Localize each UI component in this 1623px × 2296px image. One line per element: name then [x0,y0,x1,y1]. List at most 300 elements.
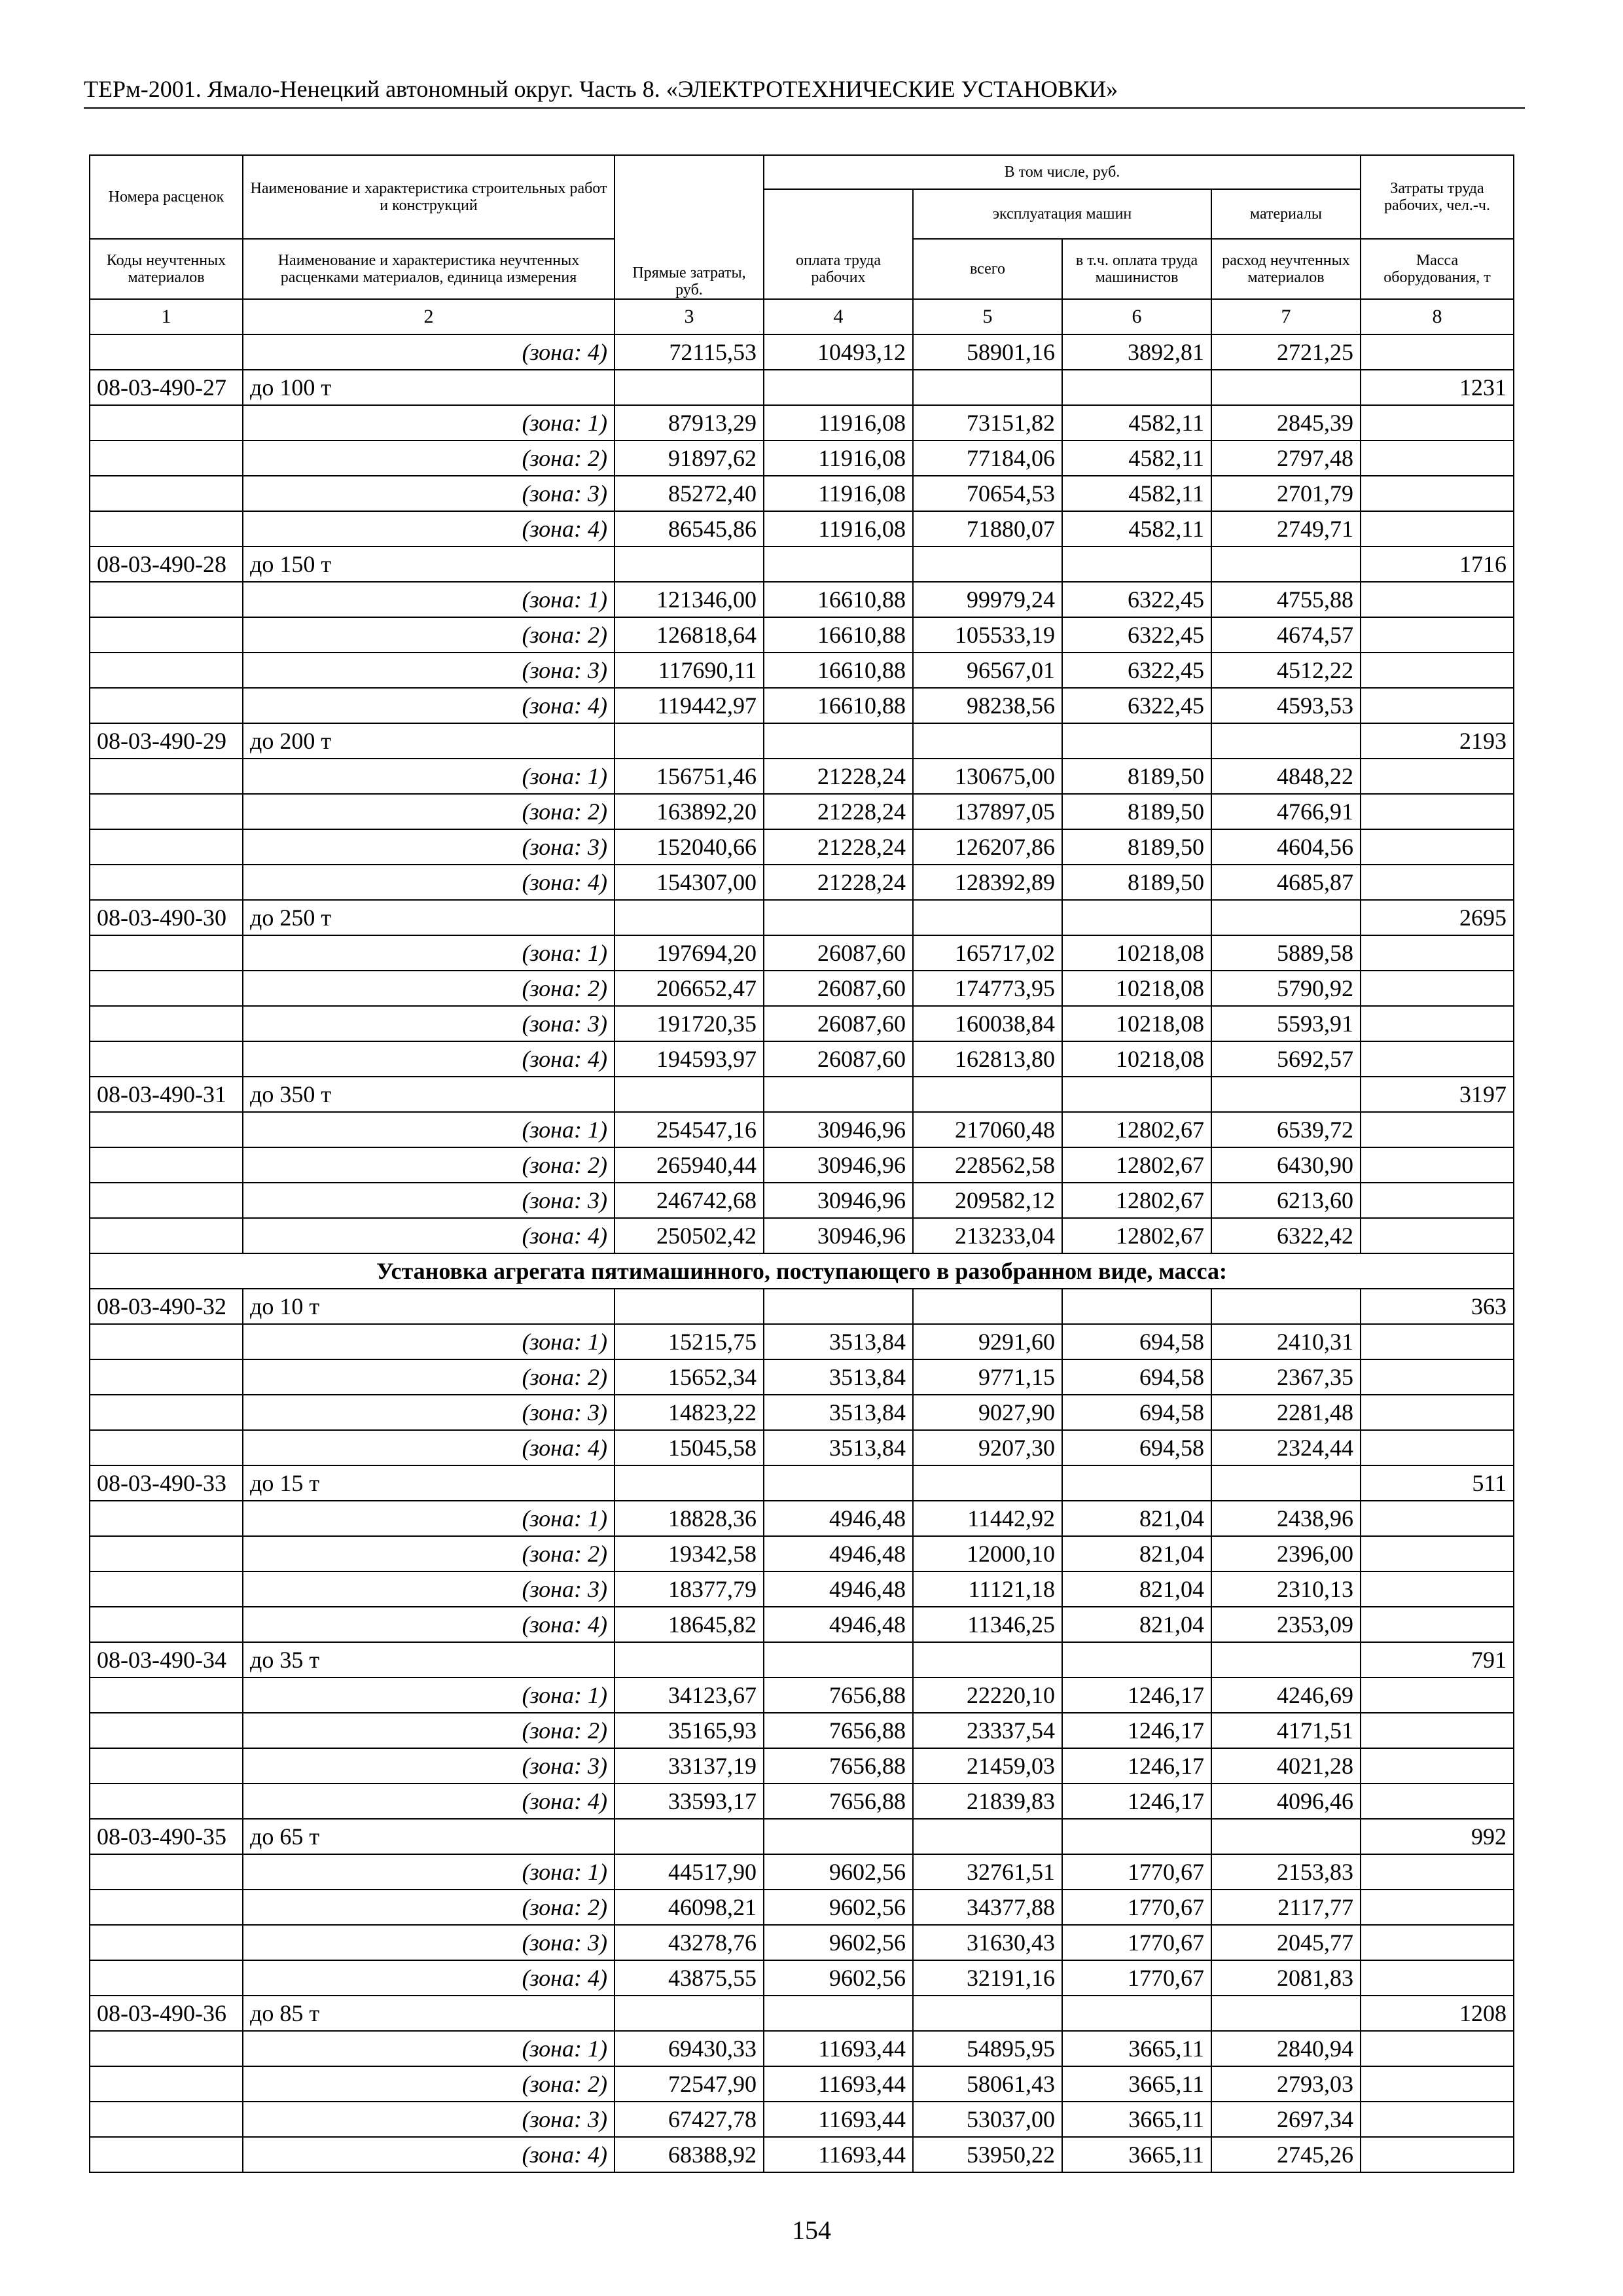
materials-cost: 2281,48 [1211,1395,1361,1430]
zone-row [90,1218,1514,1253]
zone-row [90,1536,1514,1571]
zone-row [90,1324,1514,1359]
materials-cost: 4096,46 [1211,1784,1361,1819]
rate-code: 08-03-490-35 [90,1819,243,1854]
empty-cell [1361,653,1514,688]
materials-cost: 4593,53 [1211,688,1361,723]
empty-cell [90,2031,243,2066]
zone-label: (зона: 3) [243,653,615,688]
empty-cell [1361,1854,1514,1890]
direct-cost: 15215,75 [615,1324,764,1359]
empty-cell [1361,1395,1514,1430]
empty-cell [90,1677,243,1713]
zone-label: (зона: 3) [243,2102,615,2137]
col-header-direct: Прямые затраты, руб. [615,155,764,299]
zone-row [90,1854,1514,1890]
machines-cost: 105533,19 [913,617,1062,653]
col-number: 4 [764,299,913,334]
machines-cost: 11121,18 [913,1571,1062,1607]
wages-cost: 16610,88 [764,653,913,688]
machines-cost: 11442,92 [913,1501,1062,1536]
materials-cost: 5889,58 [1211,935,1361,971]
machinist-wages: 3665,11 [1062,2066,1211,2102]
materials-cost: 2367,35 [1211,1359,1361,1395]
empty-cell [913,900,1062,935]
wages-cost: 21228,24 [764,794,913,829]
rate-code: 08-03-490-33 [90,1465,243,1501]
empty-cell [90,1395,243,1430]
labor-cost: 363 [1361,1289,1514,1324]
empty-cell [1361,1006,1514,1041]
empty-cell [1361,582,1514,617]
empty-cell [90,1925,243,1960]
zone-row [90,1571,1514,1607]
wages-cost: 11693,44 [764,2137,913,2172]
zone-label: (зона: 4) [243,511,615,547]
empty-cell [90,1324,243,1359]
machines-cost: 137897,05 [913,794,1062,829]
machines-cost: 31630,43 [913,1925,1062,1960]
empty-cell [1361,1147,1514,1183]
zone-row [90,1183,1514,1218]
zone-label: (зона: 4) [243,1607,615,1642]
materials-cost: 5692,57 [1211,1041,1361,1077]
empty-cell [90,1536,243,1571]
wages-cost: 7656,88 [764,1784,913,1819]
machinist-wages: 1770,67 [1062,1890,1211,1925]
machinist-wages: 1770,67 [1062,1854,1211,1890]
empty-cell [90,1041,243,1077]
direct-cost: 126818,64 [615,617,764,653]
machinist-wages: 821,04 [1062,1607,1211,1642]
col-header-including: В том числе, руб. [764,155,1361,189]
zone-row [90,1748,1514,1784]
empty-cell [1361,794,1514,829]
zone-row [90,582,1514,617]
empty-cell [1361,1218,1514,1253]
empty-cell [615,547,764,582]
empty-cell [615,900,764,935]
zone-row [90,1713,1514,1748]
machines-cost: 9291,60 [913,1324,1062,1359]
empty-cell [90,440,243,476]
direct-cost: 67427,78 [615,2102,764,2137]
empty-cell [90,582,243,617]
machinist-wages: 3665,11 [1062,2137,1211,2172]
empty-cell [913,1289,1062,1324]
machines-cost: 98238,56 [913,688,1062,723]
wages-cost: 26087,60 [764,1006,913,1041]
empty-cell [90,794,243,829]
empty-cell [90,1359,243,1395]
materials-cost: 2797,48 [1211,440,1361,476]
labor-cost: 992 [1361,1819,1514,1854]
empty-cell [1361,476,1514,511]
empty-cell [90,405,243,440]
empty-cell [1361,1713,1514,1748]
machines-cost: 70654,53 [913,476,1062,511]
materials-cost: 2721,25 [1211,334,1361,370]
wages-cost: 10493,12 [764,334,913,370]
direct-cost: 18377,79 [615,1571,764,1607]
empty-cell [90,1784,243,1819]
zone-label: (зона: 1) [243,1677,615,1713]
direct-cost: 72547,90 [615,2066,764,2102]
empty-cell [1361,2137,1514,2172]
materials-cost: 6213,60 [1211,1183,1361,1218]
zone-label: (зона: 1) [243,1324,615,1359]
wages-cost: 26087,60 [764,971,913,1006]
empty-cell [90,1748,243,1784]
machines-cost: 228562,58 [913,1147,1062,1183]
empty-cell [913,1077,1062,1112]
empty-cell [90,2137,243,2172]
zone-row [90,2031,1514,2066]
rate-code: 08-03-490-32 [90,1289,243,1324]
machinist-wages: 4582,11 [1062,440,1211,476]
zone-row [90,1677,1514,1713]
direct-cost: 72115,53 [615,334,764,370]
rate-code: 08-03-490-36 [90,1996,243,2031]
zone-label: (зона: 2) [243,1536,615,1571]
empty-cell [913,1996,1062,2031]
rate-name: до 150 т [243,547,615,582]
direct-cost: 87913,29 [615,405,764,440]
materials-cost: 6322,42 [1211,1218,1361,1253]
zone-row [90,971,1514,1006]
machines-cost: 32191,16 [913,1960,1062,1996]
machines-cost: 53037,00 [913,2102,1062,2137]
materials-cost: 2793,03 [1211,2066,1361,2102]
wages-cost: 16610,88 [764,688,913,723]
empty-cell [615,1642,764,1677]
empty-cell [1361,1960,1514,1996]
empty-cell [1361,1890,1514,1925]
empty-cell [1211,1642,1361,1677]
materials-cost: 2310,13 [1211,1571,1361,1607]
machinist-wages: 1246,17 [1062,1748,1211,1784]
empty-cell [90,935,243,971]
empty-cell [1062,1819,1211,1854]
wages-cost: 7656,88 [764,1677,913,1713]
machines-cost: 209582,12 [913,1183,1062,1218]
rate-row [90,1077,1514,1112]
machinist-wages: 821,04 [1062,1536,1211,1571]
col-number: 1 [90,299,243,334]
zone-row [90,1147,1514,1183]
empty-cell [764,900,913,935]
zone-row [90,1607,1514,1642]
empty-cell [1361,1748,1514,1784]
zone-row [90,1395,1514,1430]
empty-cell [1361,1324,1514,1359]
empty-cell [1211,1465,1361,1501]
materials-cost: 2117,77 [1211,1890,1361,1925]
empty-cell [1361,1183,1514,1218]
direct-cost: 18828,36 [615,1501,764,1536]
zone-label: (зона: 3) [243,1571,615,1607]
materials-cost: 4755,88 [1211,582,1361,617]
empty-cell [90,1854,243,1890]
empty-cell [90,2066,243,2102]
empty-cell [90,865,243,900]
rate-row [90,1819,1514,1854]
empty-cell [913,547,1062,582]
materials-cost: 4246,69 [1211,1677,1361,1713]
zone-row [90,1359,1514,1395]
empty-cell [1211,1077,1361,1112]
machinist-wages: 4582,11 [1062,511,1211,547]
machines-cost: 58061,43 [913,2066,1062,2102]
empty-cell [1361,2102,1514,2137]
materials-cost: 2396,00 [1211,1536,1361,1571]
direct-cost: 44517,90 [615,1854,764,1890]
machinist-wages: 8189,50 [1062,759,1211,794]
direct-cost: 33137,19 [615,1748,764,1784]
machinist-wages: 12802,67 [1062,1112,1211,1147]
materials-cost: 6539,72 [1211,1112,1361,1147]
zone-label: (зона: 2) [243,1359,615,1395]
empty-cell [1211,547,1361,582]
direct-cost: 15652,34 [615,1359,764,1395]
empty-cell [1361,688,1514,723]
empty-cell [1361,511,1514,547]
empty-cell [90,1960,243,1996]
machinist-wages: 1246,17 [1062,1677,1211,1713]
direct-cost: 197694,20 [615,935,764,971]
direct-cost: 85272,40 [615,476,764,511]
empty-cell [615,1819,764,1854]
labor-cost: 1231 [1361,370,1514,405]
zone-row [90,1784,1514,1819]
direct-cost: 91897,62 [615,440,764,476]
zone-label: (зона: 4) [243,1784,615,1819]
machines-cost: 34377,88 [913,1890,1062,1925]
col-number: 2 [243,299,615,334]
rate-row [90,547,1514,582]
empty-cell [90,829,243,865]
zone-row [90,405,1514,440]
machinist-wages: 10218,08 [1062,971,1211,1006]
empty-cell [1361,1112,1514,1147]
wages-cost: 26087,60 [764,935,913,971]
materials-cost: 4171,51 [1211,1713,1361,1748]
zone-label: (зона: 3) [243,1925,615,1960]
machines-cost: 23337,54 [913,1713,1062,1748]
machines-cost: 71880,07 [913,511,1062,547]
col-number: 6 [1062,299,1211,334]
wages-cost: 4946,48 [764,1536,913,1571]
empty-cell [764,370,913,405]
materials-cost: 2701,79 [1211,476,1361,511]
direct-cost: 19342,58 [615,1536,764,1571]
direct-cost: 206652,47 [615,971,764,1006]
labor-cost: 511 [1361,1465,1514,1501]
zone-row [90,617,1514,653]
wages-cost: 3513,84 [764,1395,913,1430]
materials-cost: 4512,22 [1211,653,1361,688]
empty-cell [1211,723,1361,759]
materials-cost: 2353,09 [1211,1607,1361,1642]
empty-cell [1211,1996,1361,2031]
empty-cell [1361,1607,1514,1642]
col-header-machines: эксплуатация машин [913,189,1211,239]
zone-row [90,1960,1514,1996]
empty-cell [764,547,913,582]
empty-cell [1361,1359,1514,1395]
wages-cost: 11693,44 [764,2102,913,2137]
zone-row [90,688,1514,723]
materials-cost: 2410,31 [1211,1324,1361,1359]
direct-cost: 152040,66 [615,829,764,865]
empty-cell [1062,1642,1211,1677]
machines-cost: 126207,86 [913,829,1062,865]
wages-cost: 9602,56 [764,1960,913,1996]
rate-name: до 15 т [243,1465,615,1501]
wages-cost: 9602,56 [764,1854,913,1890]
machinist-wages: 1770,67 [1062,1925,1211,1960]
wages-cost: 11693,44 [764,2031,913,2066]
empty-cell [1361,1430,1514,1465]
zone-row [90,935,1514,971]
zone-label: (зона: 3) [243,1395,615,1430]
direct-cost: 34123,67 [615,1677,764,1713]
empty-cell [1361,2066,1514,2102]
machinist-wages: 8189,50 [1062,829,1211,865]
machinist-wages: 6322,45 [1062,688,1211,723]
zone-label: (зона: 4) [243,1041,615,1077]
zone-label: (зона: 3) [243,476,615,511]
rate-row [90,723,1514,759]
zone-label: (зона: 1) [243,1112,615,1147]
wages-cost: 11916,08 [764,440,913,476]
zone-row [90,865,1514,900]
materials-cost: 2749,71 [1211,511,1361,547]
rate-row [90,370,1514,405]
col-header-unaccounted: расход неучтенных материалов [1211,239,1361,299]
empty-cell [1062,723,1211,759]
col-number: 7 [1211,299,1361,334]
page-number: 154 [792,2215,831,2245]
direct-cost: 121346,00 [615,582,764,617]
rate-code: 08-03-490-30 [90,900,243,935]
empty-cell [1361,759,1514,794]
empty-cell [615,370,764,405]
machinist-wages: 8189,50 [1062,794,1211,829]
empty-cell [1361,1925,1514,1960]
empty-cell [90,1006,243,1041]
direct-cost: 191720,35 [615,1006,764,1041]
direct-cost: 246742,68 [615,1183,764,1218]
empty-cell [1062,1077,1211,1112]
materials-cost: 5593,91 [1211,1006,1361,1041]
wages-cost: 11916,08 [764,511,913,547]
empty-cell [615,1996,764,2031]
machines-cost: 77184,06 [913,440,1062,476]
zone-label: (зона: 1) [243,935,615,971]
machines-cost: 9027,90 [913,1395,1062,1430]
empty-cell [1361,405,1514,440]
empty-cell [1361,1677,1514,1713]
empty-cell [1062,547,1211,582]
zone-label: (зона: 3) [243,829,615,865]
empty-cell [913,1642,1062,1677]
zone-label: (зона: 2) [243,440,615,476]
labor-cost: 1208 [1361,1996,1514,2031]
zone-label: (зона: 1) [243,1501,615,1536]
machines-cost: 11346,25 [913,1607,1062,1642]
col-header-wages: оплата труда рабочих [764,239,913,299]
materials-cost: 4604,56 [1211,829,1361,865]
empty-cell [764,1642,913,1677]
machinist-wages: 821,04 [1062,1571,1211,1607]
materials-cost: 2745,26 [1211,2137,1361,2172]
empty-cell [90,1890,243,1925]
machines-cost: 58901,16 [913,334,1062,370]
zone-row [90,1006,1514,1041]
materials-cost: 2438,96 [1211,1501,1361,1536]
empty-cell [90,1183,243,1218]
machines-cost: 128392,89 [913,865,1062,900]
col-header-total: всего [913,239,1062,299]
empty-cell [764,1465,913,1501]
materials-cost: 2045,77 [1211,1925,1361,1960]
empty-cell [1211,900,1361,935]
col-header-name: Наименование и характеристика строительных работ и конструкций [243,155,615,239]
direct-cost: 156751,46 [615,759,764,794]
machinist-wages: 6322,45 [1062,582,1211,617]
direct-cost: 18645,82 [615,1607,764,1642]
page-header [84,73,1525,109]
direct-cost: 46098,21 [615,1890,764,1925]
table-header [90,155,1514,334]
labor-cost: 1716 [1361,547,1514,582]
machinist-wages: 12802,67 [1062,1218,1211,1253]
col-header-mass: Масса оборудования, т [1361,239,1514,299]
zone-label: (зона: 2) [243,971,615,1006]
zone-label: (зона: 4) [243,1218,615,1253]
machines-cost: 12000,10 [913,1536,1062,1571]
machinist-wages: 6322,45 [1062,653,1211,688]
zone-label: (зона: 1) [243,405,615,440]
col-number: 5 [913,299,1062,334]
machines-cost: 165717,02 [913,935,1062,971]
zone-row [90,653,1514,688]
labor-cost: 3197 [1361,1077,1514,1112]
materials-cost: 4021,28 [1211,1748,1361,1784]
zone-row [90,2102,1514,2137]
machines-cost: 162813,80 [913,1041,1062,1077]
rate-code: 08-03-490-34 [90,1642,243,1677]
rate-code: 08-03-490-31 [90,1077,243,1112]
col-header-incl-wages: в т.ч. оплата труда машинистов [1062,239,1211,299]
labor-cost: 2695 [1361,900,1514,935]
direct-cost: 15045,58 [615,1430,764,1465]
machinist-wages: 6322,45 [1062,617,1211,653]
wages-cost: 4946,48 [764,1607,913,1642]
document-title: ТЕРм-2001. Ямало-Ненецкий автономный округ. Часть 8. «ЭЛЕКТРОТЕХНИЧЕСКИЕ УСТАНОВКИ» [84,76,1118,102]
zone-row [90,759,1514,794]
rate-name: до 65 т [243,1819,615,1854]
empty-cell [1062,1996,1211,2031]
wages-cost: 11916,08 [764,476,913,511]
materials-cost: 4674,57 [1211,617,1361,653]
wages-cost: 11693,44 [764,2066,913,2102]
empty-cell [913,1819,1062,1854]
rate-row [90,1289,1514,1324]
empty-cell [90,2102,243,2137]
empty-cell [1361,617,1514,653]
